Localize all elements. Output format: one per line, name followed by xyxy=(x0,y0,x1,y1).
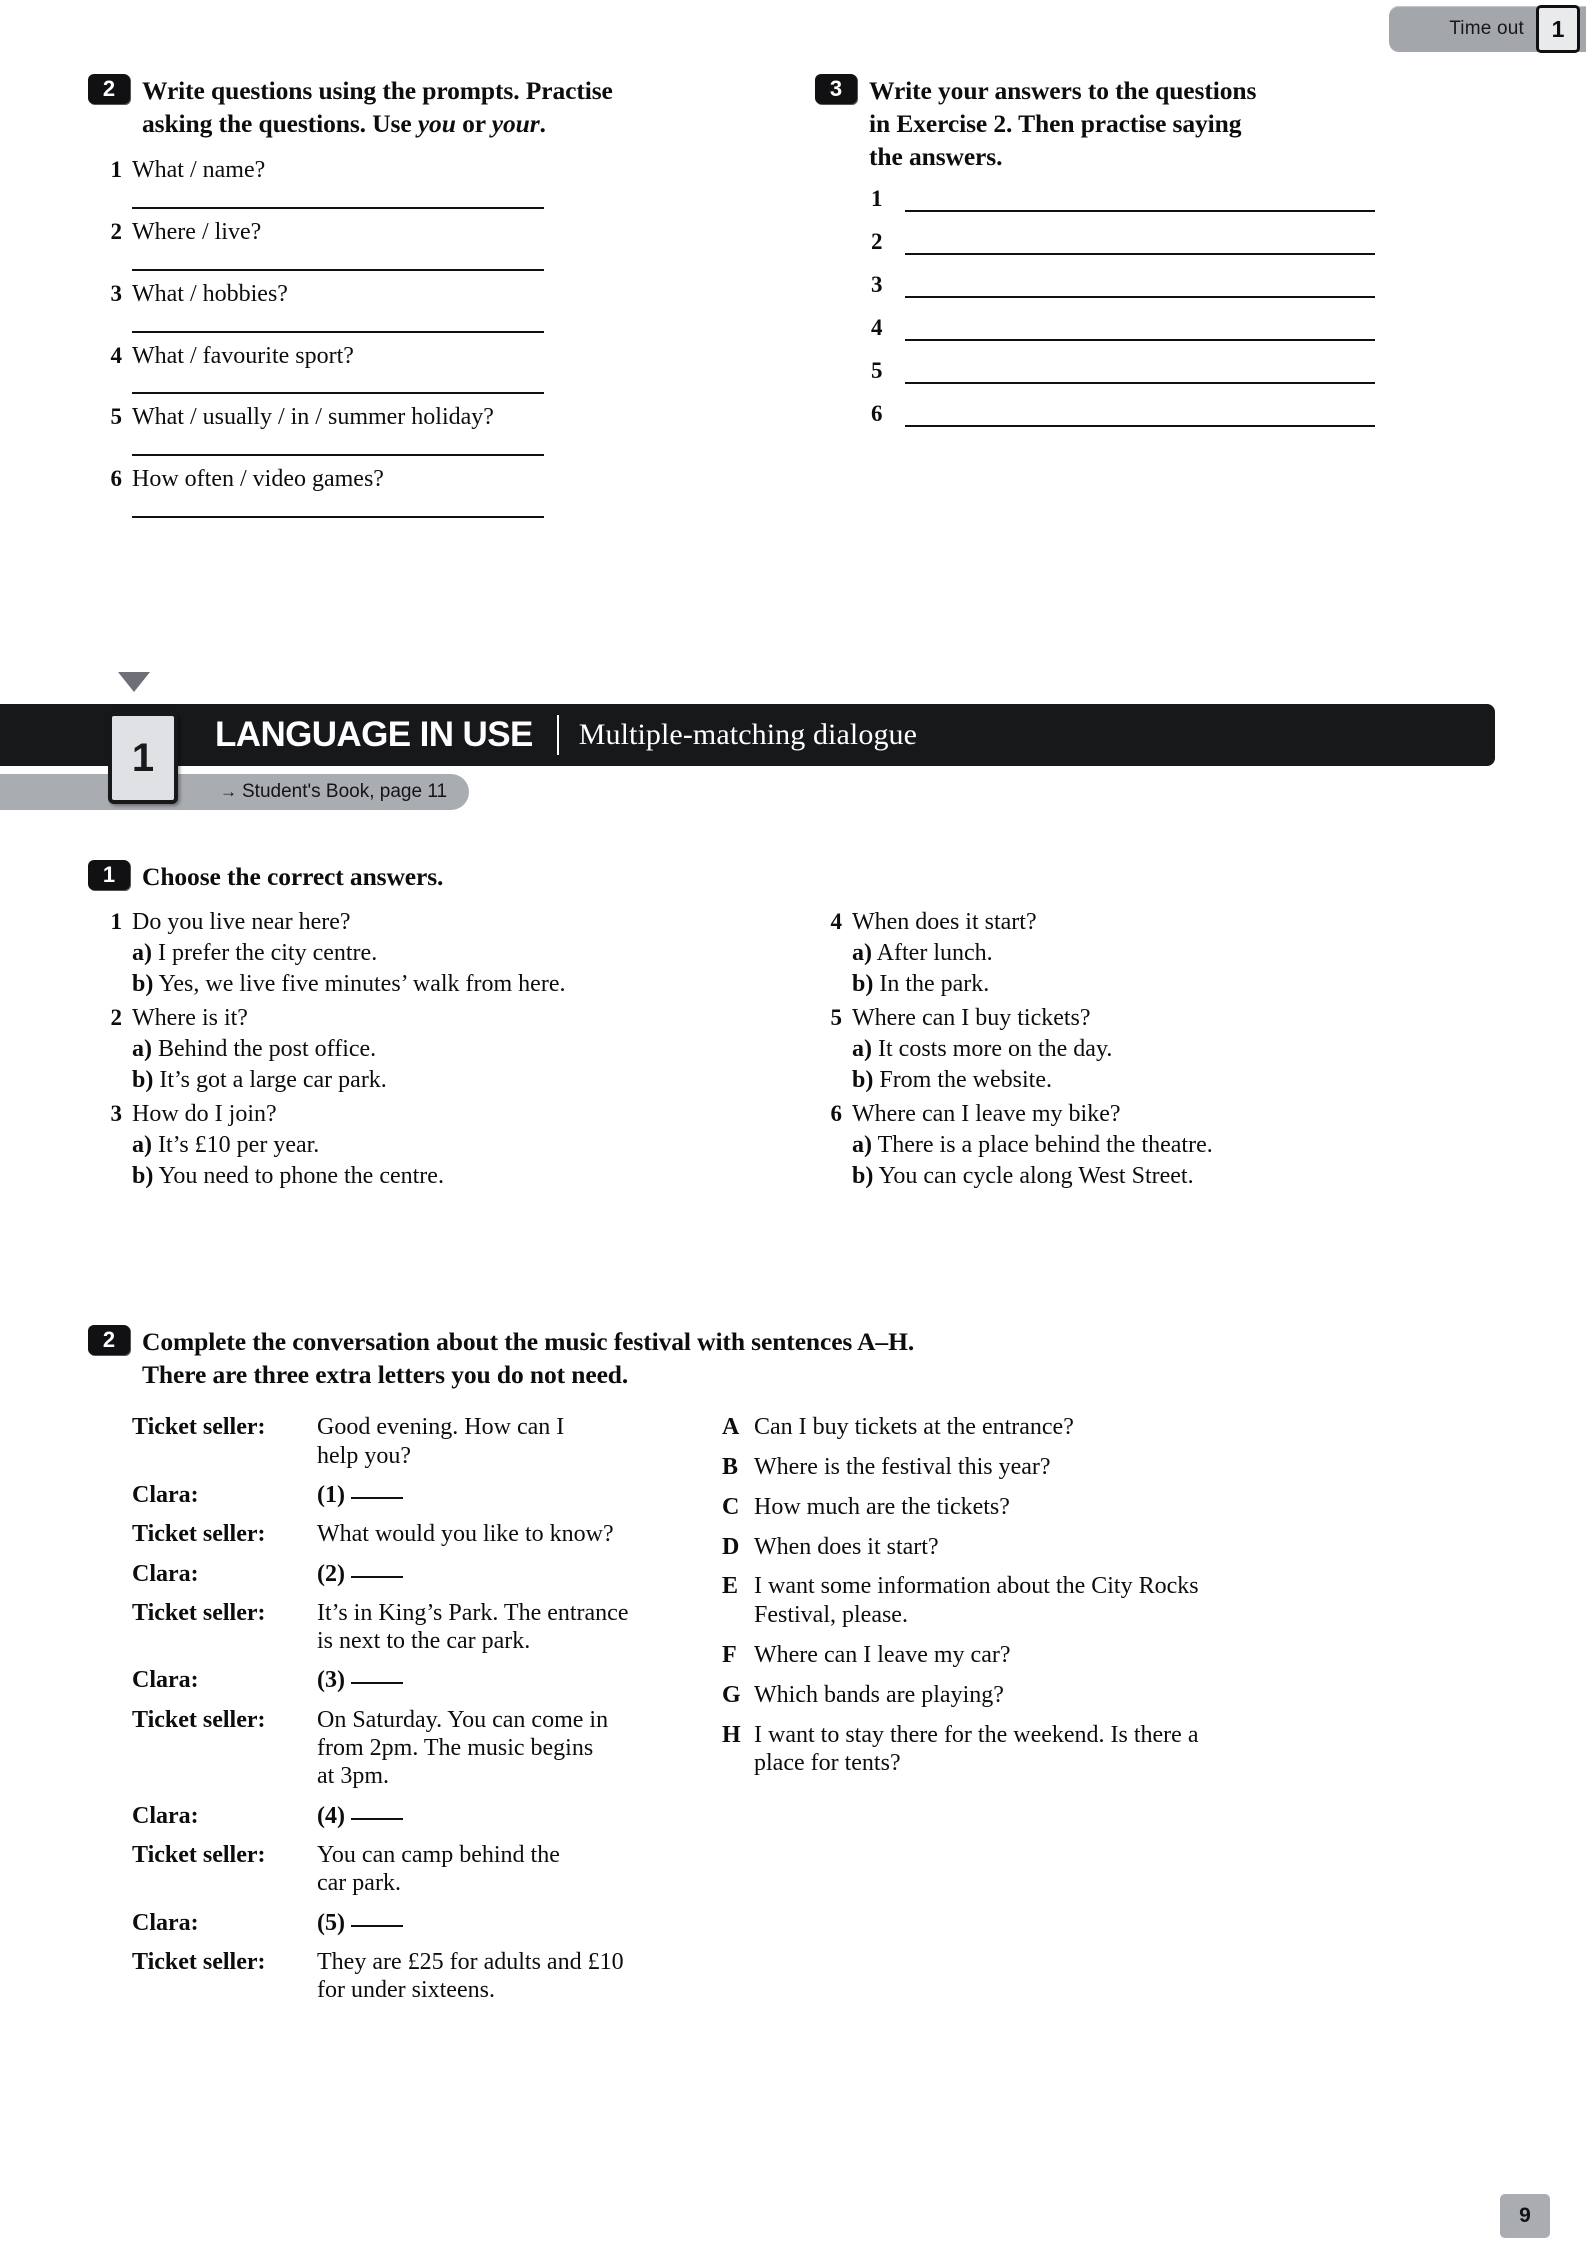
exercise-2-prompt-list xyxy=(88,156,778,518)
speaker-utterance xyxy=(317,1481,692,1509)
question-text: Do you live near here? xyxy=(132,909,351,936)
liu-exercise-2-instruction-line-1: Complete the conversation about the music festival with sentences A–H. xyxy=(142,1327,915,1356)
speaker-utterance xyxy=(317,1948,692,2005)
exercise-3-instruction xyxy=(869,74,1369,173)
exercise-2-instruction-line-2c: . xyxy=(539,109,546,139)
unit-number-box: 1 xyxy=(108,712,178,804)
answer-option[interactable] xyxy=(132,1067,718,1094)
question-number: 6 xyxy=(830,1101,842,1127)
students-book-reference-tab xyxy=(0,774,469,810)
language-in-use-banner xyxy=(0,704,1495,766)
liu-exercise-1-columns xyxy=(88,909,1438,1197)
option-letter: a) xyxy=(852,1036,872,1063)
option-text: You can cycle along West Street. xyxy=(873,1163,1194,1190)
sentence-option[interactable] xyxy=(722,1533,1282,1562)
exercise-2-write-questions xyxy=(88,74,778,527)
answer-number: 2 xyxy=(871,229,883,255)
exercise-3-instruction-line-2: in Exercise 2. Then practise saying xyxy=(869,109,1242,139)
sentence-option[interactable] xyxy=(722,1641,1282,1670)
exercise-3-number-badge: 3 xyxy=(815,74,857,104)
prompt-text: Where / live? xyxy=(132,219,262,246)
liu-exercise-2-body xyxy=(88,1413,1488,2015)
conversation-line xyxy=(132,1909,692,1937)
sentence-option-line: I want to stay there for the weekend. Is there a xyxy=(754,1721,1199,1748)
question-number: 5 xyxy=(830,1005,842,1031)
option-text: After lunch. xyxy=(872,940,993,967)
prompt-number: 6 xyxy=(110,466,122,492)
banner-title: LANGUAGE IN USE xyxy=(215,715,533,754)
prompt-answer-line[interactable] xyxy=(132,207,544,209)
answer-row xyxy=(815,316,1375,341)
exercise-2-number-badge: 2 xyxy=(88,74,130,104)
answer-write-line[interactable] xyxy=(905,411,1375,427)
prompt-answer-line[interactable] xyxy=(132,516,544,518)
option-letter: b) xyxy=(132,1163,154,1190)
speaker-utterance xyxy=(317,1599,692,1656)
sentence-option-text xyxy=(754,1572,1282,1630)
exercise-3-instruction-line-1: Write your answers to the questions xyxy=(869,76,1257,105)
sentence-option-line: Festival, please. xyxy=(754,1602,908,1629)
utterance-line: from 2pm. The music begins xyxy=(317,1735,594,1762)
prompt-row xyxy=(88,465,778,494)
sentence-option[interactable] xyxy=(722,1572,1282,1630)
conversation-line xyxy=(132,1948,692,2005)
answer-write-line[interactable] xyxy=(905,196,1375,212)
sentence-option-line: When does it start? xyxy=(754,1533,939,1560)
exercise-2-instruction-line-2b: or xyxy=(455,109,492,139)
utterance-line: at 3pm. xyxy=(317,1763,389,1790)
speaker-utterance xyxy=(317,1841,692,1898)
answer-row xyxy=(815,273,1375,298)
sentence-option-letter: F xyxy=(722,1642,737,1669)
prompt-row xyxy=(88,280,778,309)
gap-number: (5) xyxy=(317,1909,345,1936)
gap-answer-blank[interactable] xyxy=(351,1576,403,1578)
utterance-line: for under sixteens. xyxy=(317,1977,495,2004)
answer-number: 3 xyxy=(871,272,883,298)
prompt-text: What / name? xyxy=(132,157,266,184)
answer-option[interactable] xyxy=(132,940,718,967)
question-row xyxy=(88,1005,718,1032)
utterance-line: What would you like to know? xyxy=(317,1521,614,1548)
sentence-option-line: Where can I leave my car? xyxy=(754,1642,1011,1669)
prompt-number: 2 xyxy=(110,219,122,245)
conversation-line xyxy=(132,1481,692,1509)
sentence-option-text xyxy=(754,1413,1282,1442)
question-text: Where can I buy tickets? xyxy=(852,1005,1091,1032)
conversation-line xyxy=(132,1560,692,1588)
prompt-item xyxy=(88,280,778,333)
sentence-option-letter: A xyxy=(722,1414,740,1441)
option-letter: a) xyxy=(132,1036,152,1063)
answer-row xyxy=(815,187,1375,212)
option-letter: a) xyxy=(132,940,152,967)
question-number: 1 xyxy=(110,909,122,935)
prompt-number: 1 xyxy=(110,157,122,183)
option-letter: b) xyxy=(132,1067,154,1094)
exercise-2-instruction-line-2a: asking the questions. Use xyxy=(142,109,418,139)
liu-exercise-2-number-badge: 2 xyxy=(88,1325,130,1355)
prompt-number: 5 xyxy=(110,404,122,430)
exercise-3-header xyxy=(815,74,1375,173)
sentence-option[interactable] xyxy=(722,1721,1282,1779)
option-text: I prefer the city centre. xyxy=(152,940,378,967)
exercise-3-write-answers xyxy=(815,74,1375,445)
section-pointer-triangle-icon xyxy=(118,672,150,692)
question-row xyxy=(808,909,1438,936)
option-letter: b) xyxy=(852,971,874,998)
option-text: It’s £10 per year. xyxy=(152,1132,320,1159)
speaker-utterance xyxy=(317,1560,692,1588)
gap-number: (4) xyxy=(317,1802,345,1829)
gap-answer-blank[interactable] xyxy=(351,1682,403,1684)
sentence-option-letter: D xyxy=(722,1533,740,1560)
speaker-utterance xyxy=(317,1802,692,1830)
option-letter: a) xyxy=(852,940,872,967)
multiple-choice-question xyxy=(808,1101,1438,1190)
utterance-line: Good evening. How can I xyxy=(317,1414,565,1441)
answer-option[interactable] xyxy=(132,1036,718,1063)
answer-option[interactable] xyxy=(132,1163,718,1190)
answer-write-line[interactable] xyxy=(905,239,1375,255)
option-letter: b) xyxy=(132,971,154,998)
question-text: When does it start? xyxy=(852,909,1037,936)
multiple-choice-question xyxy=(808,1005,1438,1094)
option-text: From the website. xyxy=(873,1067,1052,1094)
exercise-3-answer-lines xyxy=(815,187,1375,427)
option-letter: b) xyxy=(852,1163,874,1190)
prompt-item xyxy=(88,342,778,395)
sentence-option-line: Can I buy tickets at the entrance? xyxy=(754,1414,1074,1441)
prompt-text: What / usually / in / summer holiday? xyxy=(132,404,494,431)
prompt-text: How often / video games? xyxy=(132,466,384,493)
exercise-2-instruction-line-1: Write questions using the prompts. Practise xyxy=(142,76,613,105)
liu-exercise-1-number-badge: 1 xyxy=(88,860,130,890)
sentence-option-text xyxy=(754,1721,1282,1779)
prompt-row xyxy=(88,218,778,247)
speaker-label: Ticket seller: xyxy=(132,1414,266,1441)
answer-option[interactable] xyxy=(852,971,1438,998)
exercise-2-instruction-italic-you: you xyxy=(417,109,456,139)
question-number: 2 xyxy=(110,1005,122,1031)
liu-exercise-2-instruction xyxy=(142,1325,1292,1391)
multiple-choice-question xyxy=(88,1005,718,1094)
prompt-text: What / hobbies? xyxy=(132,280,288,307)
speaker-label: Ticket seller: xyxy=(132,1521,266,1548)
conversation-line xyxy=(132,1666,692,1694)
speaker-label: Ticket seller: xyxy=(132,1706,266,1733)
utterance-line: is next to the car park. xyxy=(317,1628,531,1655)
sentence-option[interactable] xyxy=(722,1681,1282,1710)
sentence-option-line: How much are the tickets? xyxy=(754,1493,1010,1520)
question-text: Where is it? xyxy=(132,1005,248,1032)
sentence-option-text xyxy=(754,1453,1282,1482)
multiple-choice-question xyxy=(808,909,1438,998)
utterance-line: It’s in King’s Park. The entrance xyxy=(317,1599,629,1626)
option-text: Yes, we live five minutes’ walk from here. xyxy=(153,971,566,998)
gap-answer-blank[interactable] xyxy=(351,1497,403,1499)
question-row xyxy=(808,1101,1438,1128)
speaker-label: Ticket seller: xyxy=(132,1599,266,1626)
exercise-3-instruction-line-3: the answers. xyxy=(869,142,1003,172)
question-row xyxy=(88,1101,718,1128)
exercise-2-header xyxy=(88,74,778,140)
prompt-item xyxy=(88,218,778,271)
sentence-option[interactable] xyxy=(722,1453,1282,1482)
answer-option[interactable] xyxy=(852,940,1438,967)
option-text: In the park. xyxy=(873,971,990,998)
time-out-label: Time out xyxy=(1449,18,1524,39)
conversation-line xyxy=(132,1599,692,1656)
sentence-option-line: Where is the festival this year? xyxy=(754,1454,1051,1481)
utterance-line: You can camp behind the xyxy=(317,1842,560,1869)
prompt-answer-line[interactable] xyxy=(132,331,544,333)
sentence-option-text xyxy=(754,1493,1282,1522)
answer-row xyxy=(815,359,1375,384)
sentence-option-line: I want some information about the City Rocks xyxy=(754,1573,1199,1600)
question-row xyxy=(88,909,718,936)
sentence-option-line: Which bands are playing? xyxy=(754,1681,1004,1708)
option-text: It’s got a large car park. xyxy=(153,1067,387,1094)
sentence-option-letter: B xyxy=(722,1454,739,1481)
liu-exercise-1-instruction: Choose the correct answers. xyxy=(142,862,444,891)
speaker-utterance xyxy=(317,1520,692,1548)
answer-option[interactable] xyxy=(852,1132,1438,1159)
time-out-tab xyxy=(1389,6,1586,52)
option-letter: a) xyxy=(132,1132,152,1159)
speaker-utterance xyxy=(317,1909,692,1937)
prompt-item xyxy=(88,403,778,456)
question-row xyxy=(808,1005,1438,1032)
conversation-line xyxy=(132,1706,692,1791)
speaker-utterance xyxy=(317,1706,692,1791)
option-letter: a) xyxy=(852,1132,872,1159)
answer-option[interactable] xyxy=(852,1067,1438,1094)
option-text: Behind the post office. xyxy=(152,1036,377,1063)
answer-row xyxy=(815,230,1375,255)
sentence-options-list xyxy=(722,1413,1282,2015)
utterance-line: car park. xyxy=(317,1870,401,1897)
speaker-label: Ticket seller: xyxy=(132,1842,266,1869)
sentence-option-line: place for tents? xyxy=(754,1750,901,1777)
prompt-row xyxy=(88,403,778,432)
speaker-label: Clara: xyxy=(132,1667,199,1694)
gap-number: (1) xyxy=(317,1481,345,1508)
gap-number: (2) xyxy=(317,1560,345,1587)
sentence-option-text xyxy=(754,1681,1282,1710)
option-letter: b) xyxy=(852,1067,874,1094)
answer-write-line[interactable] xyxy=(905,325,1375,341)
sentence-option[interactable] xyxy=(722,1493,1282,1522)
speaker-label: Clara: xyxy=(132,1560,199,1587)
prompt-number: 3 xyxy=(110,280,122,306)
option-text: There is a place behind the theatre. xyxy=(872,1132,1213,1159)
conversation-line xyxy=(132,1520,692,1548)
liu-exercise-2-header xyxy=(88,1325,1488,1391)
students-book-reference-label: Student's Book, page 11 xyxy=(242,781,448,802)
option-text: You need to phone the centre. xyxy=(153,1163,444,1190)
sentence-option-letter: H xyxy=(722,1721,741,1748)
right-arrow-icon: → xyxy=(220,782,237,801)
conversation-line xyxy=(132,1802,692,1830)
answer-write-line[interactable] xyxy=(905,368,1375,384)
sentence-option[interactable] xyxy=(722,1413,1282,1442)
question-number: 3 xyxy=(110,1101,122,1127)
sentence-option-letter: G xyxy=(722,1681,741,1708)
prompt-answer-line[interactable] xyxy=(132,392,544,394)
answer-option[interactable] xyxy=(132,971,718,998)
answer-row xyxy=(815,402,1375,427)
answer-option[interactable] xyxy=(132,1132,718,1159)
prompt-text: What / favourite sport? xyxy=(132,342,354,369)
page-number: 9 xyxy=(1500,2194,1550,2238)
banner-subtitle: Multiple-matching dialogue xyxy=(578,718,918,751)
prompt-number: 4 xyxy=(110,342,122,368)
speaker-label: Clara: xyxy=(132,1909,199,1936)
speaker-utterance xyxy=(317,1413,692,1470)
answer-write-line[interactable] xyxy=(905,282,1375,298)
sentence-option-text xyxy=(754,1533,1282,1562)
prompt-row xyxy=(88,156,778,185)
gap-answer-blank[interactable] xyxy=(351,1818,403,1820)
speaker-utterance xyxy=(317,1666,692,1694)
utterance-line: They are £25 for adults and £10 xyxy=(317,1948,624,1975)
exercise-2-instruction xyxy=(142,74,757,140)
liu-exercise-1-choose-correct-answers xyxy=(88,860,1438,1197)
question-number: 4 xyxy=(830,909,842,935)
question-text: How do I join? xyxy=(132,1101,277,1128)
prompt-item xyxy=(88,465,778,518)
conversation-line xyxy=(132,1413,692,1470)
answer-number: 4 xyxy=(871,315,883,341)
speaker-label: Ticket seller: xyxy=(132,1948,266,1975)
prompt-item xyxy=(88,156,778,209)
prompt-answer-line[interactable] xyxy=(132,454,544,456)
liu-exercise-2-instruction-line-2: There are three extra letters you do not need. xyxy=(142,1360,629,1390)
conversation-line xyxy=(132,1841,692,1898)
question-text: Where can I leave my bike? xyxy=(852,1101,1121,1128)
liu-exercise-1-left-column xyxy=(88,909,718,1197)
exercise-2-instruction-italic-your: your xyxy=(491,109,540,139)
conversation-transcript xyxy=(132,1413,692,2015)
multiple-choice-question xyxy=(88,909,718,998)
sentence-option-letter: E xyxy=(722,1573,739,1600)
answer-number: 1 xyxy=(871,186,883,212)
speaker-label: Clara: xyxy=(132,1481,199,1508)
answer-option[interactable] xyxy=(852,1036,1438,1063)
answer-number: 6 xyxy=(871,401,883,427)
liu-exercise-1-right-column xyxy=(808,909,1438,1197)
speaker-label: Clara: xyxy=(132,1802,199,1829)
gap-number: (3) xyxy=(317,1667,345,1694)
utterance-line: On Saturday. You can come in xyxy=(317,1706,609,1733)
utterance-line: help you? xyxy=(317,1442,411,1469)
time-out-unit-number: 1 xyxy=(1536,5,1580,53)
option-text: It costs more on the day. xyxy=(872,1036,1113,1063)
answer-number: 5 xyxy=(871,358,883,384)
multiple-choice-question xyxy=(88,1101,718,1190)
liu-exercise-2-complete-conversation xyxy=(88,1325,1488,2016)
banner-divider xyxy=(557,715,559,755)
prompt-answer-line[interactable] xyxy=(132,269,544,271)
prompt-row xyxy=(88,342,778,371)
gap-answer-blank[interactable] xyxy=(351,1925,403,1927)
sentence-option-text xyxy=(754,1641,1282,1670)
sentence-option-letter: C xyxy=(722,1493,740,1520)
answer-option[interactable] xyxy=(852,1163,1438,1190)
liu-exercise-1-header xyxy=(88,860,1438,893)
